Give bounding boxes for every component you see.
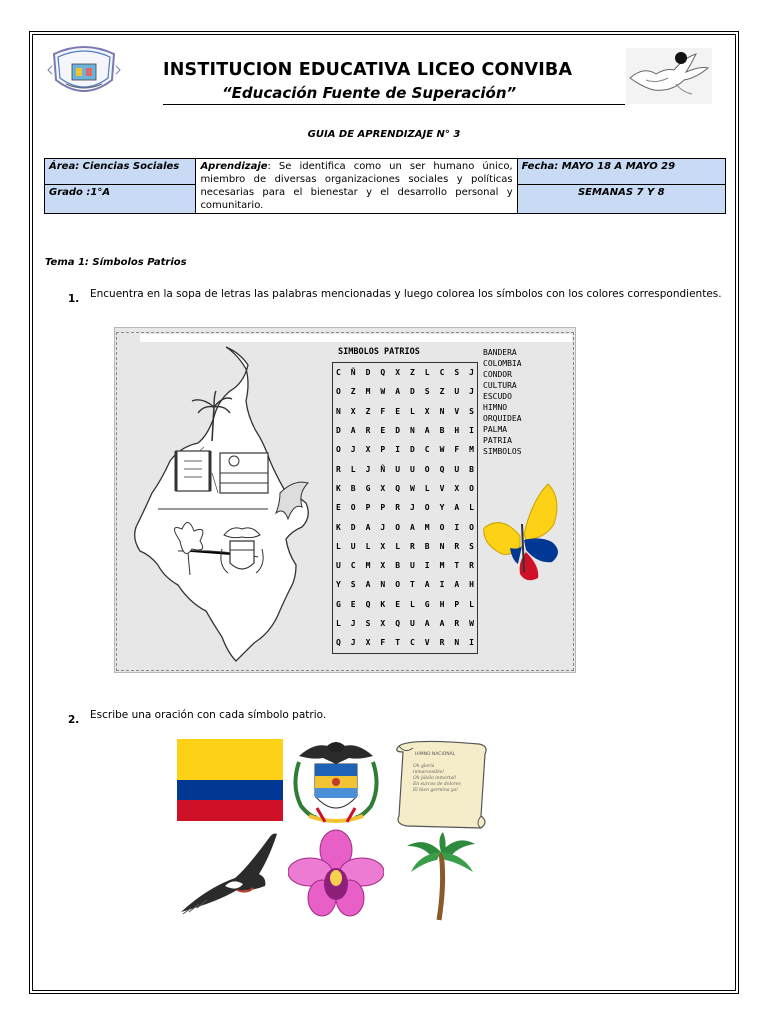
word-list bbox=[483, 347, 522, 457]
grid-letter: X bbox=[380, 619, 386, 628]
anthem-line: Oh júbilo inmortal! bbox=[413, 776, 457, 781]
grid-letter: S bbox=[469, 541, 474, 551]
grid-letter: S bbox=[469, 406, 474, 416]
grid-letter: L bbox=[350, 464, 356, 474]
grid-letter: R bbox=[454, 619, 460, 628]
grid-letter: Z bbox=[350, 387, 356, 397]
grid-letter: A bbox=[409, 522, 415, 532]
grid-letter: V bbox=[439, 483, 445, 493]
flag-outline-drawing bbox=[220, 453, 268, 493]
word-list-item: CONDOR bbox=[483, 370, 512, 379]
anthem-line: El bien germina ya! bbox=[413, 788, 458, 793]
grid-letter: U bbox=[395, 464, 401, 474]
grid-letter: X bbox=[365, 638, 371, 648]
grid-letter: A bbox=[454, 503, 460, 513]
grid-letter: D bbox=[336, 426, 341, 436]
grid-letter: R bbox=[469, 561, 474, 571]
grid-letter: S bbox=[454, 368, 460, 378]
grid-letter: Q bbox=[395, 619, 401, 628]
grid-row bbox=[333, 556, 477, 575]
grid-letter: J bbox=[380, 522, 386, 532]
grid-letter: D bbox=[365, 368, 371, 378]
grid-letter: B bbox=[469, 464, 474, 474]
palm-image bbox=[405, 832, 477, 922]
grid-letter: M bbox=[365, 561, 371, 571]
grid-letter: N bbox=[380, 580, 386, 590]
anthem-line: Oh gloria bbox=[413, 764, 435, 769]
grid-letter: L bbox=[424, 368, 430, 378]
grid-letter: Q bbox=[336, 638, 341, 648]
grid-letter: T bbox=[409, 580, 415, 590]
grid-letter: U bbox=[409, 561, 415, 571]
grid-letter: G bbox=[365, 483, 371, 493]
grid-letter: E bbox=[395, 599, 401, 609]
grid-letter: Z bbox=[365, 406, 371, 416]
grid-letter: E bbox=[380, 426, 386, 436]
aprendizaje-label: Aprendizaje bbox=[200, 161, 268, 172]
grid-letter: A bbox=[424, 426, 430, 436]
grid-letter: U bbox=[350, 541, 356, 551]
grid-letter: S bbox=[365, 619, 371, 628]
grid-letter: L bbox=[424, 483, 430, 493]
grid-row bbox=[333, 421, 477, 440]
grid-letter: M bbox=[424, 522, 430, 532]
grid-letter: J bbox=[365, 464, 371, 474]
grid-row bbox=[333, 459, 477, 478]
grid-letter: A bbox=[365, 522, 371, 532]
grid-letter: W bbox=[409, 483, 415, 493]
grid-letter: O bbox=[395, 522, 401, 532]
grid-letter: R bbox=[336, 464, 341, 474]
grid-letter: A bbox=[454, 580, 460, 590]
grid-letter: J bbox=[469, 387, 474, 397]
grid-letter: W bbox=[439, 445, 445, 455]
semanas-cell: SEMANAS 7 Y 8 bbox=[517, 185, 725, 214]
grid-row bbox=[333, 402, 477, 421]
grid-letter: Y bbox=[336, 580, 341, 590]
grid-letter: J bbox=[469, 368, 474, 378]
grid-letter: J bbox=[350, 638, 356, 648]
word-list-item: PALMA bbox=[483, 425, 508, 434]
area-cell: Área: Ciencias Sociales bbox=[45, 159, 196, 185]
school-motto: “Educación Fuente de Superación” bbox=[222, 84, 517, 102]
anthem-line: En surcos de dolores bbox=[413, 782, 461, 787]
grid-letter: N bbox=[409, 426, 415, 436]
grid-letter: O bbox=[469, 522, 474, 532]
fecha-cell: Fecha: MAYO 18 A MAYO 29 bbox=[517, 159, 725, 185]
grid-letter: C bbox=[336, 368, 341, 378]
anthem-lines bbox=[413, 764, 461, 794]
grid-letter: R bbox=[439, 638, 445, 648]
grid-letter: X bbox=[365, 445, 371, 455]
grid-letter: D bbox=[395, 426, 401, 436]
school-name: INSTITUCION EDUCATIVA LICEO CONVIBA bbox=[163, 60, 573, 80]
scroll-drawing bbox=[176, 451, 210, 491]
grid-letter: C bbox=[424, 445, 430, 455]
grid-letter: B bbox=[395, 561, 401, 571]
grid-letter: C bbox=[409, 638, 415, 648]
grid-letter: P bbox=[454, 599, 460, 609]
grid-letter: U bbox=[454, 387, 460, 397]
grid-letter: V bbox=[424, 638, 430, 648]
word-list-item: ESCUDO bbox=[483, 392, 512, 401]
grid-letter: R bbox=[365, 426, 371, 436]
grid-letter: J bbox=[350, 445, 356, 455]
grid-letter: A bbox=[350, 426, 356, 436]
question-1-number: 1. bbox=[68, 293, 80, 305]
grid-letter: D bbox=[409, 387, 415, 397]
grid-row bbox=[333, 575, 477, 594]
grid-letter: J bbox=[350, 619, 356, 628]
grid-letter: B bbox=[439, 426, 445, 436]
grid-letter: F bbox=[380, 406, 386, 416]
grid-letter: K bbox=[380, 599, 386, 609]
word-list-item: BANDERA bbox=[483, 348, 517, 357]
grid-letter: N bbox=[454, 638, 460, 648]
grid-row bbox=[333, 633, 477, 652]
grado-cell: Grado :1°A bbox=[45, 185, 196, 214]
grid-letter: I bbox=[469, 638, 474, 648]
grid-letter: L bbox=[395, 541, 401, 551]
grid-letter: K bbox=[336, 522, 341, 532]
word-list-item: COLOMBIA bbox=[483, 359, 522, 368]
grid-letter: X bbox=[380, 483, 386, 493]
grid-letter: N bbox=[439, 541, 445, 551]
grid-row bbox=[333, 440, 477, 459]
word-list-item: SIMBOLOS bbox=[483, 447, 522, 456]
guide-title: GUIA DE APRENDIZAJE N° 3 bbox=[307, 129, 461, 140]
grid-letter: P bbox=[365, 503, 371, 513]
word-list-item: CULTURA bbox=[483, 381, 517, 390]
grid-letter: J bbox=[409, 503, 415, 513]
grid-letter: Z bbox=[409, 368, 415, 378]
colombia-flag-image bbox=[177, 739, 283, 821]
grid-letter: Q bbox=[380, 368, 386, 378]
grid-letter: Q bbox=[439, 464, 445, 474]
grid-letter: I bbox=[454, 522, 460, 532]
word-list-item: ORQUIDEA bbox=[483, 414, 522, 423]
grid-letter: A bbox=[439, 619, 445, 628]
grid-letter: U bbox=[409, 619, 415, 628]
grid-letter: O bbox=[424, 503, 430, 513]
grid-letter: Q bbox=[365, 599, 371, 609]
info-table bbox=[44, 158, 726, 214]
grid-letter: R bbox=[409, 541, 415, 551]
grid-letter: P bbox=[380, 503, 386, 513]
grid-letter: C bbox=[350, 561, 356, 571]
tema-heading: Tema 1: Símbolos Patrios bbox=[45, 257, 187, 268]
grid-letter: W bbox=[469, 619, 474, 628]
grid-letter: S bbox=[424, 387, 430, 397]
grid-letter: H bbox=[469, 580, 474, 590]
grid-letter: A bbox=[424, 619, 430, 628]
grid-letter: H bbox=[454, 426, 460, 436]
grid-letter: W bbox=[380, 387, 386, 397]
grid-letter: U bbox=[454, 464, 460, 474]
grid-row bbox=[333, 479, 477, 498]
word-search-grid bbox=[332, 362, 478, 654]
grid-letter: O bbox=[336, 387, 341, 397]
grid-letter: L bbox=[469, 599, 474, 609]
question-1-text: Encuentra en la sopa de letras las palabras mencionadas y luego colorea los símbolos con los colores correspondientes. bbox=[90, 288, 722, 300]
grid-letter: G bbox=[424, 599, 430, 609]
condor-image bbox=[177, 828, 285, 918]
grid-letter: V bbox=[454, 406, 460, 416]
grid-letter: L bbox=[469, 503, 474, 513]
grid-row bbox=[333, 517, 477, 536]
grid-letter: L bbox=[336, 619, 341, 628]
grid-letter: H bbox=[439, 599, 445, 609]
word-search-title: SIMBOLOS PATRIOS bbox=[338, 347, 420, 357]
grid-row bbox=[333, 537, 477, 556]
grid-letter: G bbox=[336, 599, 341, 609]
grid-letter: L bbox=[336, 541, 341, 551]
grid-letter: O bbox=[469, 483, 474, 493]
grid-letter: X bbox=[395, 368, 401, 378]
grid-letter: Ñ bbox=[380, 464, 386, 474]
word-list-item: PATRIA bbox=[483, 436, 512, 445]
grid-letter: Z bbox=[439, 387, 445, 397]
grid-letter: U bbox=[336, 561, 341, 571]
grid-letter: T bbox=[454, 561, 460, 571]
orchid-image bbox=[288, 828, 384, 920]
aprendizaje-cell bbox=[196, 159, 517, 214]
grid-letter: O bbox=[350, 503, 356, 513]
butterfly-image bbox=[480, 480, 566, 586]
grid-letter: S bbox=[350, 580, 356, 590]
grid-letter: I bbox=[439, 580, 445, 590]
grid-row bbox=[333, 498, 477, 517]
grid-letter: F bbox=[380, 638, 386, 648]
grid-letter: O bbox=[395, 580, 401, 590]
question-2-text: Escribe una oración con cada símbolo patrio. bbox=[90, 709, 327, 721]
grid-letter: A bbox=[424, 580, 430, 590]
grid-letter: X bbox=[454, 483, 460, 493]
grid-letter: O bbox=[439, 522, 445, 532]
grid-letter: K bbox=[336, 483, 341, 493]
grid-letter: E bbox=[350, 599, 356, 609]
grid-letter: I bbox=[424, 561, 430, 571]
anthem-heading: HIMNO NACIONAL bbox=[415, 752, 456, 757]
grid-letter: L bbox=[365, 541, 371, 551]
grid-letter: N bbox=[336, 406, 341, 416]
grid-letter: A bbox=[365, 580, 371, 590]
grid-letter: M bbox=[365, 387, 371, 397]
grid-row bbox=[333, 595, 477, 614]
word-list-item: HIMNO bbox=[483, 403, 508, 412]
grid-letter: L bbox=[409, 599, 415, 609]
grid-letter: X bbox=[380, 541, 386, 551]
colombia-map bbox=[118, 343, 328, 663]
grid-letter: D bbox=[409, 445, 415, 455]
grid-letter: I bbox=[469, 426, 474, 436]
grid-letter: D bbox=[350, 522, 356, 532]
grid-letter: N bbox=[439, 406, 445, 416]
grid-letter: T bbox=[395, 638, 401, 648]
anthem-line: inmarcesible! bbox=[413, 770, 445, 775]
grid-letter: R bbox=[454, 541, 460, 551]
grid-letter: B bbox=[350, 483, 356, 493]
grid-letter: X bbox=[424, 406, 430, 416]
motto-underline bbox=[163, 104, 625, 105]
grid-letter: R bbox=[395, 503, 401, 513]
grid-letter: O bbox=[424, 464, 430, 474]
grid-letter: Ñ bbox=[350, 368, 356, 378]
grid-letter: X bbox=[350, 406, 356, 416]
grid-letter: A bbox=[395, 387, 401, 397]
grid-letter: C bbox=[439, 368, 445, 378]
anthem-scroll-image bbox=[389, 738, 493, 830]
grid-letter: L bbox=[409, 406, 415, 416]
grid-letter: P bbox=[380, 445, 386, 455]
grid-row bbox=[333, 614, 477, 633]
coat-of-arms-image bbox=[289, 736, 383, 826]
grid-letter: M bbox=[469, 445, 474, 455]
grid-letter: X bbox=[380, 561, 386, 571]
grid-letter: I bbox=[395, 445, 401, 455]
dove-logo bbox=[626, 48, 712, 104]
grid-row bbox=[333, 382, 477, 401]
grid-letter: F bbox=[454, 445, 460, 455]
grid-letter: E bbox=[395, 406, 401, 416]
grid-letter: B bbox=[424, 541, 430, 551]
aprendizaje-text: : Se identifica como un ser humano único, miembro de diversas organizaciones sociales y políticas necesarias para el bienestar y el desarrollo personal y comunitario. bbox=[200, 161, 513, 211]
grid-row bbox=[333, 363, 477, 382]
grid-letter: E bbox=[336, 503, 341, 513]
question-2-number: 2. bbox=[68, 714, 80, 726]
grid-letter: Y bbox=[439, 503, 445, 513]
grid-letter: M bbox=[439, 561, 445, 571]
grid-letter: O bbox=[336, 445, 341, 455]
school-crest-logo bbox=[46, 40, 122, 104]
grid-letter: Q bbox=[395, 483, 401, 493]
grid-letter: U bbox=[409, 464, 415, 474]
